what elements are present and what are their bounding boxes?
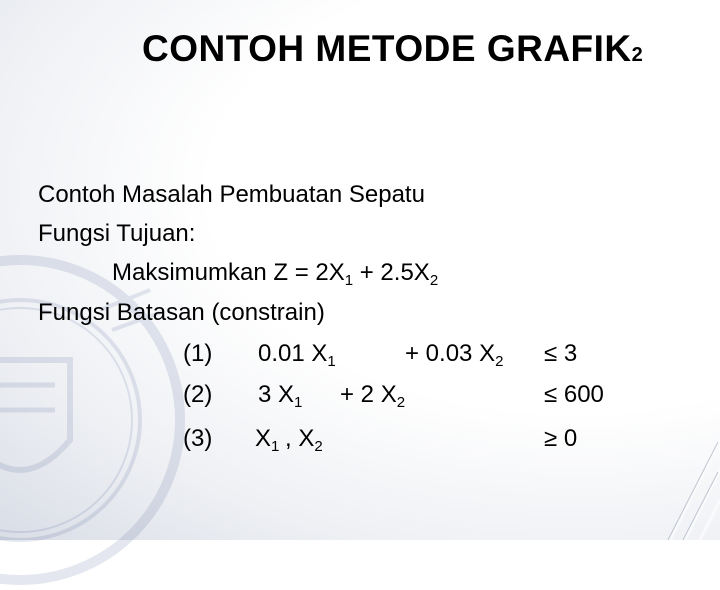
objective-sub2: 2 xyxy=(429,272,439,289)
constraint-term1: 3 $X_1$ xyxy=(258,381,303,411)
objective-mid: + 2.5X xyxy=(353,259,430,286)
constraint-relation: ≥ 0 xyxy=(544,425,578,452)
constraint-number: (3) xyxy=(183,425,213,452)
constraint-term1: 0.01 $X_1$ xyxy=(258,340,336,370)
constraint-relation: ≤ 600 xyxy=(544,381,604,408)
constraint-term2: + 2 $X_2$ xyxy=(340,381,406,411)
objective-sub1: 1 xyxy=(344,272,354,289)
constraint-relation: ≤ 3 xyxy=(544,340,578,367)
objective-heading: Fungsi Tujuan: xyxy=(38,220,196,247)
objective-prefix: Maksimumkan Z = 2X xyxy=(112,259,345,286)
constraint-number: (1) xyxy=(183,340,213,367)
slide-title-suffix: 2 xyxy=(631,44,644,66)
constraint-term2: + 0.03 $X_2$ xyxy=(405,340,504,370)
constraints-heading: Fungsi Batasan (constrain) xyxy=(38,299,325,326)
constraint-term2: , $X_2$ xyxy=(285,425,323,455)
slide-title-text: CONTOH METODE GRAFIK xyxy=(142,28,632,69)
constraint-term1: $X_1$ xyxy=(255,425,280,455)
corner-decoration xyxy=(660,420,720,540)
slide-title xyxy=(142,28,643,70)
constraint-number: (2) xyxy=(183,381,213,408)
objective-expression xyxy=(112,259,438,289)
problem-line: Contoh Masalah Pembuatan Sepatu xyxy=(38,181,425,208)
